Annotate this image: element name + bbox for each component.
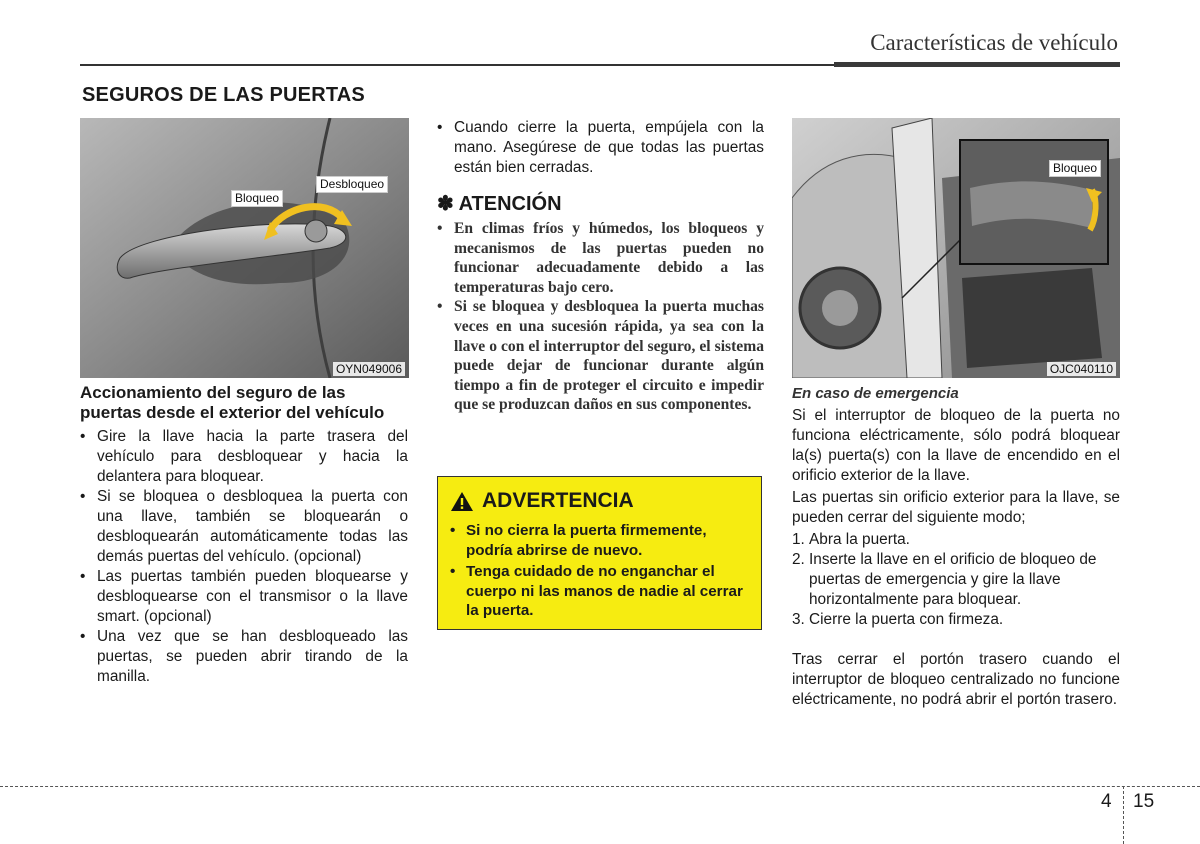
- step-item: 3. Cierre la puerta con firmeza.: [792, 611, 1004, 628]
- emergency-lock-drawing: [792, 118, 1120, 378]
- list-item: • Una vez que se han desbloqueado las puertas, se pueden abrir tirando de la manilla.: [80, 627, 408, 687]
- unlock-callout: Desbloqueo: [316, 176, 388, 193]
- steps-list: [792, 530, 1120, 630]
- attention-title: ✽ ATENCIÓN: [437, 193, 562, 215]
- running-header: Características de vehículo: [870, 30, 1118, 55]
- warning-list: [450, 521, 751, 621]
- warning-header: [450, 489, 751, 513]
- warning-triangle-icon: [450, 491, 474, 512]
- page-number: 15: [1133, 791, 1155, 812]
- footer-rule: [0, 786, 1200, 787]
- figure-code-2: OJC040110: [1047, 362, 1116, 376]
- header-bar: [834, 62, 1120, 67]
- list-item: • Si no cierra la puerta firmemente, podría abrirse de nuevo.: [450, 521, 751, 560]
- chapter-number: 4: [1101, 791, 1112, 812]
- warning-box: [437, 476, 762, 630]
- page-number-divider: [1123, 786, 1124, 844]
- lock-callout: Bloqueo: [231, 190, 283, 207]
- attention-list: [437, 219, 764, 415]
- list-item: • Si se bloquea o desbloquea la puerta con una llave, también se bloquearán o desbloquearán automáticamente todas las demás puertas del vehículo. (opcional): [80, 487, 408, 567]
- column-3: [792, 384, 1120, 712]
- step-item: 1. Abra la puerta.: [792, 531, 910, 548]
- column-1: [80, 383, 408, 687]
- paragraph: Si el interruptor de bloqueo de la puerta no funciona eléctricamente, sólo podrá bloquear la(s) puerta(s) con la llave de encendido en el orificio exterior de la llave.: [792, 407, 1120, 484]
- door-handle-drawing: [80, 118, 409, 378]
- list-item: • Tenga cuidado de no enganchar el cuerpo ni las manos de nadie al cerrar la puerta.: [450, 562, 751, 621]
- subheading: Accionamiento del seguro de las puertas desde el exterior del vehículo: [80, 383, 385, 422]
- emergency-title: En caso de emergencia: [792, 385, 959, 402]
- paragraph: Las puertas sin orificio exterior para la llave, se pueden cerrar del siguiente modo;: [792, 489, 1120, 526]
- column-2: [437, 118, 764, 415]
- operation-list: [80, 427, 408, 687]
- lock-callout-2: Bloqueo: [1049, 160, 1101, 177]
- figure-code: OYN049006: [333, 362, 405, 376]
- attention-note: [437, 194, 764, 415]
- warning-title: ADVERTENCIA: [482, 489, 634, 512]
- list-item: • Las puertas también pueden bloquearse y desbloquearse con el transmisor o la llave smart. (opcional): [80, 567, 408, 627]
- section-title: SEGUROS DE LAS PUERTAS: [82, 84, 365, 106]
- close-door-list: [437, 118, 764, 178]
- paragraph: Tras cerrar el portón trasero cuando el interruptor de bloqueo centralizado no funcione eléctricamente, no podrá abrir el portón trasero.: [792, 651, 1120, 708]
- list-item: • En climas fríos y húmedos, los bloqueos y mecanismos de las puertas pueden no funcionar adecuadamente debido a las temperaturas bajo cero.: [437, 219, 764, 297]
- step-item: 2. Inserte la llave en el orificio de bloqueo de puertas de emergencia y gire la llave horizontalmente para bloquear.: [792, 551, 1097, 608]
- list-item: • Si se bloquea y desbloquea la puerta muchas veces en una sucesión rápida, ya sea con la llave o con el interruptor del seguro, el sistema puede dejar de funcionar durante algún tiempo a fin de proteger el circuito e impedir que se produzcan daños en sus componentes.: [437, 297, 764, 415]
- emergency-lock-illustration: [792, 118, 1120, 378]
- door-handle-illustration: [80, 118, 409, 378]
- list-item: • Cuando cierre la puerta, empújela con la mano. Asegúrese de que todas las puertas están bien cerradas.: [437, 118, 764, 178]
- list-item: • Gire la llave hacia la parte trasera del vehículo para desbloquear y hacia la delantera para bloquear.: [80, 427, 408, 487]
